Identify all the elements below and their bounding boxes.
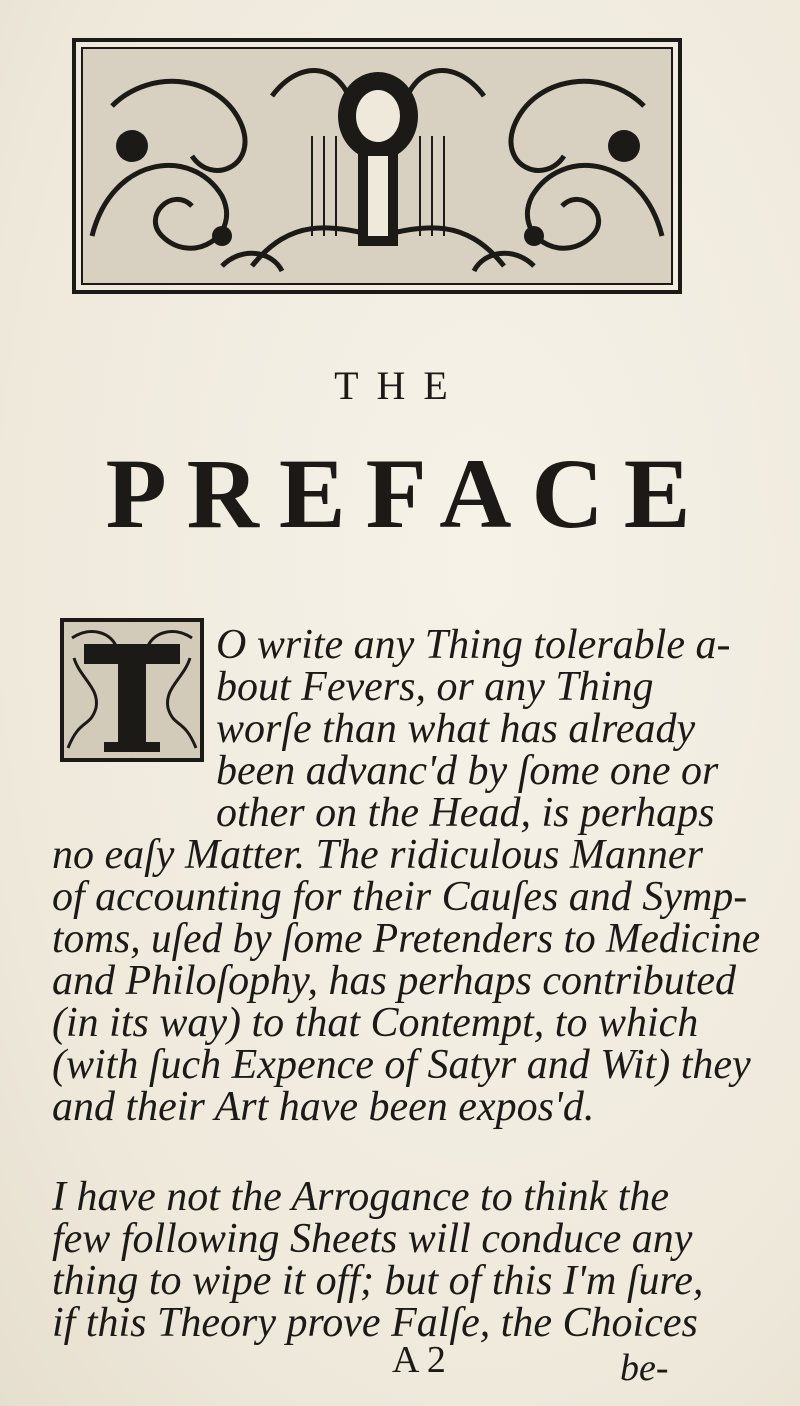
text-line: of accounting for their Cauſes and Symp- bbox=[52, 874, 748, 920]
catchword: be- bbox=[620, 1347, 669, 1389]
heading-preface: PREFACE bbox=[105, 438, 711, 549]
header-ornament-icon bbox=[72, 36, 684, 298]
text-line: other on the Head, is perhaps bbox=[216, 790, 715, 836]
text-line: if this Theory prove Falſe, the Choices bbox=[52, 1300, 698, 1346]
text-line: and Philoſophy, has perhaps contributed bbox=[52, 958, 737, 1004]
text-line: and their Art have been expos'd. bbox=[52, 1084, 595, 1130]
text-line: (with ſuch Expence of Satyr and Wit) they bbox=[52, 1042, 751, 1088]
text-line: toms, uſed by ſome Pretenders to Medicine bbox=[52, 916, 761, 962]
drop-cap-letter: T bbox=[131, 758, 133, 759]
text-line: no eaſy Matter. The ridiculous Manner bbox=[52, 832, 703, 878]
text-line: few following Sheets will conduce any bbox=[52, 1216, 693, 1262]
text-line: bout Fevers, or any Thing bbox=[216, 664, 654, 710]
signature-mark: A 2 bbox=[392, 1339, 446, 1381]
drop-cap-initial-icon bbox=[60, 618, 204, 762]
heading-the: THE bbox=[334, 363, 466, 408]
text-line: worſe than what has already bbox=[216, 706, 696, 752]
text-line: (in its way) to that Contempt, to which bbox=[52, 1000, 699, 1046]
text-line: O write any Thing tolerable a- bbox=[216, 622, 731, 668]
text-line: been advanc'd by ſome one or bbox=[216, 748, 719, 794]
text-line: thing to wipe it off; but of this I'm ſure, bbox=[52, 1258, 704, 1304]
text-line: I have not the Arrogance to think the bbox=[52, 1174, 670, 1220]
